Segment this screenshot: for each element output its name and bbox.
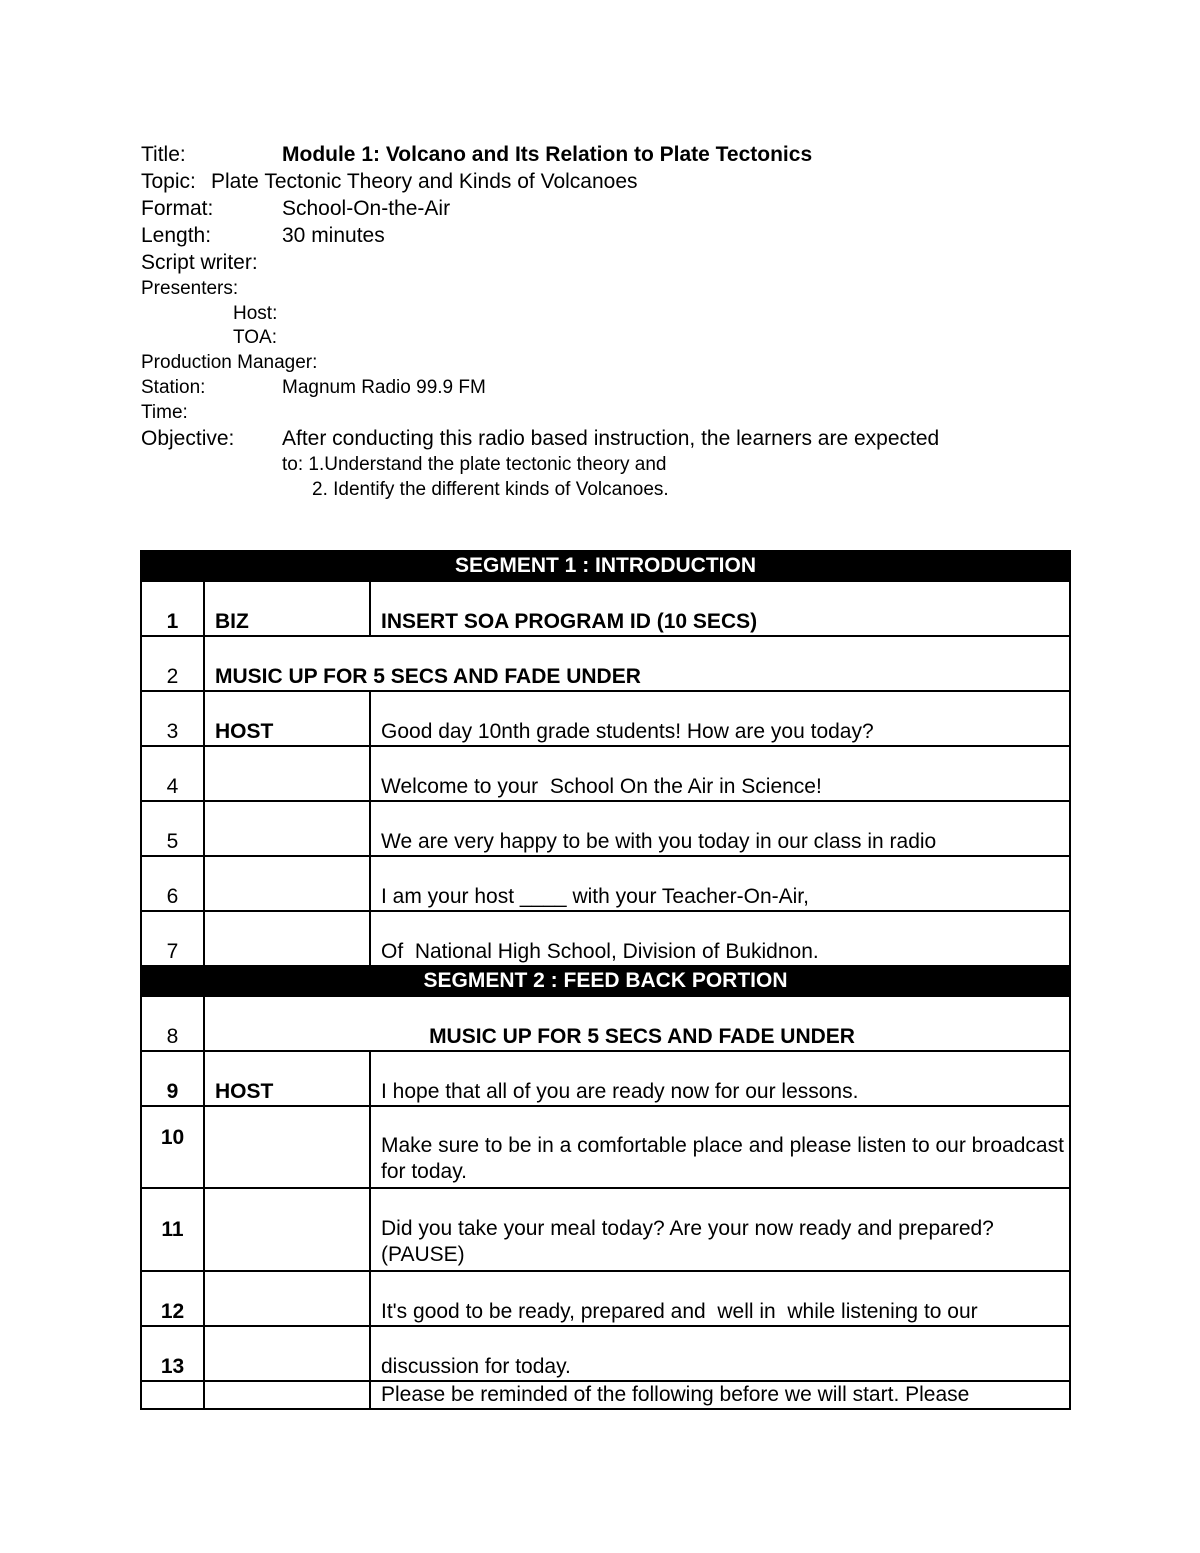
host-label: Host: <box>233 303 278 324</box>
length-value: 30 minutes <box>282 224 385 247</box>
row-text: INSERT SOA PROGRAM ID (10 SECS) <box>370 581 1070 636</box>
topic-label: Topic: <box>141 170 196 193</box>
script-writer-label: Script writer: <box>141 251 258 274</box>
format-value: School-On-the-Air <box>282 197 451 220</box>
row-number: 4 <box>141 746 204 801</box>
row-speaker <box>204 1326 370 1381</box>
topic-value: Plate Tectonic Theory and Kinds of Volcanoes <box>211 170 638 193</box>
script-table <box>140 550 1071 1410</box>
table-row <box>141 1326 1070 1381</box>
objective-text-3: 2. Identify the different kinds of Volcanoes. <box>312 479 669 500</box>
row-number: 9 <box>141 1051 204 1106</box>
table-row <box>141 636 1070 691</box>
row-number: 12 <box>141 1271 204 1326</box>
row-text: discussion for today. <box>370 1326 1070 1381</box>
table-row <box>141 581 1070 636</box>
row-speaker <box>204 746 370 801</box>
table-row <box>141 1051 1070 1106</box>
row-number: 5 <box>141 801 204 856</box>
objective-text-1: After conducting this radio based instruction, the learners are expected <box>282 427 940 450</box>
table-row <box>141 1381 1070 1409</box>
row-speaker <box>204 801 370 856</box>
document-title: Module 1: Volcano and Its Relation to Plate Tectonics <box>282 143 813 166</box>
row-number: 13 <box>141 1326 204 1381</box>
row-text: It's good to be ready, prepared and well in while listening to our <box>370 1271 1070 1326</box>
table-row <box>141 856 1070 911</box>
toa-label: TOA: <box>233 327 277 348</box>
table-row <box>141 996 1070 1051</box>
row-number: 1 <box>141 581 204 636</box>
row-speaker <box>204 1106 370 1188</box>
title-label: Title: <box>141 143 186 166</box>
row-text: Of National High School, Division of Bukidnon. <box>370 911 1070 966</box>
row-text: I am your host ____ with your Teacher-On-Air, <box>370 856 1070 911</box>
row-speaker <box>204 1381 370 1409</box>
table-row <box>141 1271 1070 1326</box>
production-manager-label: Production Manager: <box>141 352 318 373</box>
row-text: Good day 10nth grade students! How are you today? <box>370 691 1070 746</box>
row-number: 8 <box>141 996 204 1051</box>
row-number: 6 <box>141 856 204 911</box>
segment-title: SEGMENT 1 : INTRODUCTION <box>141 551 1070 581</box>
segment-header <box>141 966 1070 996</box>
row-text: Please be reminded of the following before we will start. Please <box>370 1381 1070 1409</box>
objective-text-2: to: 1.Understand the plate tectonic theory and <box>282 454 667 475</box>
row-text: Make sure to be in a comfortable place and please listen to our broadcast for today. <box>370 1106 1070 1188</box>
length-label: Length: <box>141 224 212 247</box>
station-value: Magnum Radio 99.9 FM <box>282 377 486 398</box>
row-number: 3 <box>141 691 204 746</box>
table-row <box>141 746 1070 801</box>
row-text: MUSIC UP FOR 5 SECS AND FADE UNDER <box>204 996 1070 1051</box>
table-row <box>141 801 1070 856</box>
row-text: Welcome to your School On the Air in Science! <box>370 746 1070 801</box>
row-speaker: HOST <box>204 691 370 746</box>
row-speaker <box>204 1271 370 1326</box>
presenters-label: Presenters: <box>141 278 239 299</box>
row-number: 7 <box>141 911 204 966</box>
format-label: Format: <box>141 197 214 220</box>
row-speaker <box>204 1188 370 1271</box>
row-number: 10 <box>141 1106 204 1188</box>
row-speaker: HOST <box>204 1051 370 1106</box>
row-number <box>141 1381 204 1409</box>
segment-title: SEGMENT 2 : FEED BACK PORTION <box>141 966 1070 996</box>
segment-header <box>141 551 1070 581</box>
row-number: 11 <box>141 1188 204 1271</box>
row-number: 2 <box>141 636 204 691</box>
row-text: MUSIC UP FOR 5 SECS AND FADE UNDER <box>204 636 1070 691</box>
table-row <box>141 1188 1070 1271</box>
objective-label: Objective: <box>141 427 235 450</box>
row-speaker: BIZ <box>204 581 370 636</box>
row-text: We are very happy to be with you today in our class in radio <box>370 801 1070 856</box>
time-label: Time: <box>141 402 188 423</box>
row-text: I hope that all of you are ready now for our lessons. <box>370 1051 1070 1106</box>
row-text: Did you take your meal today? Are your now ready and prepared? (PAUSE) <box>370 1188 1070 1271</box>
row-speaker <box>204 911 370 966</box>
row-speaker <box>204 856 370 911</box>
station-label: Station: <box>141 377 206 398</box>
table-row <box>141 911 1070 966</box>
table-row <box>141 691 1070 746</box>
table-row <box>141 1106 1070 1188</box>
